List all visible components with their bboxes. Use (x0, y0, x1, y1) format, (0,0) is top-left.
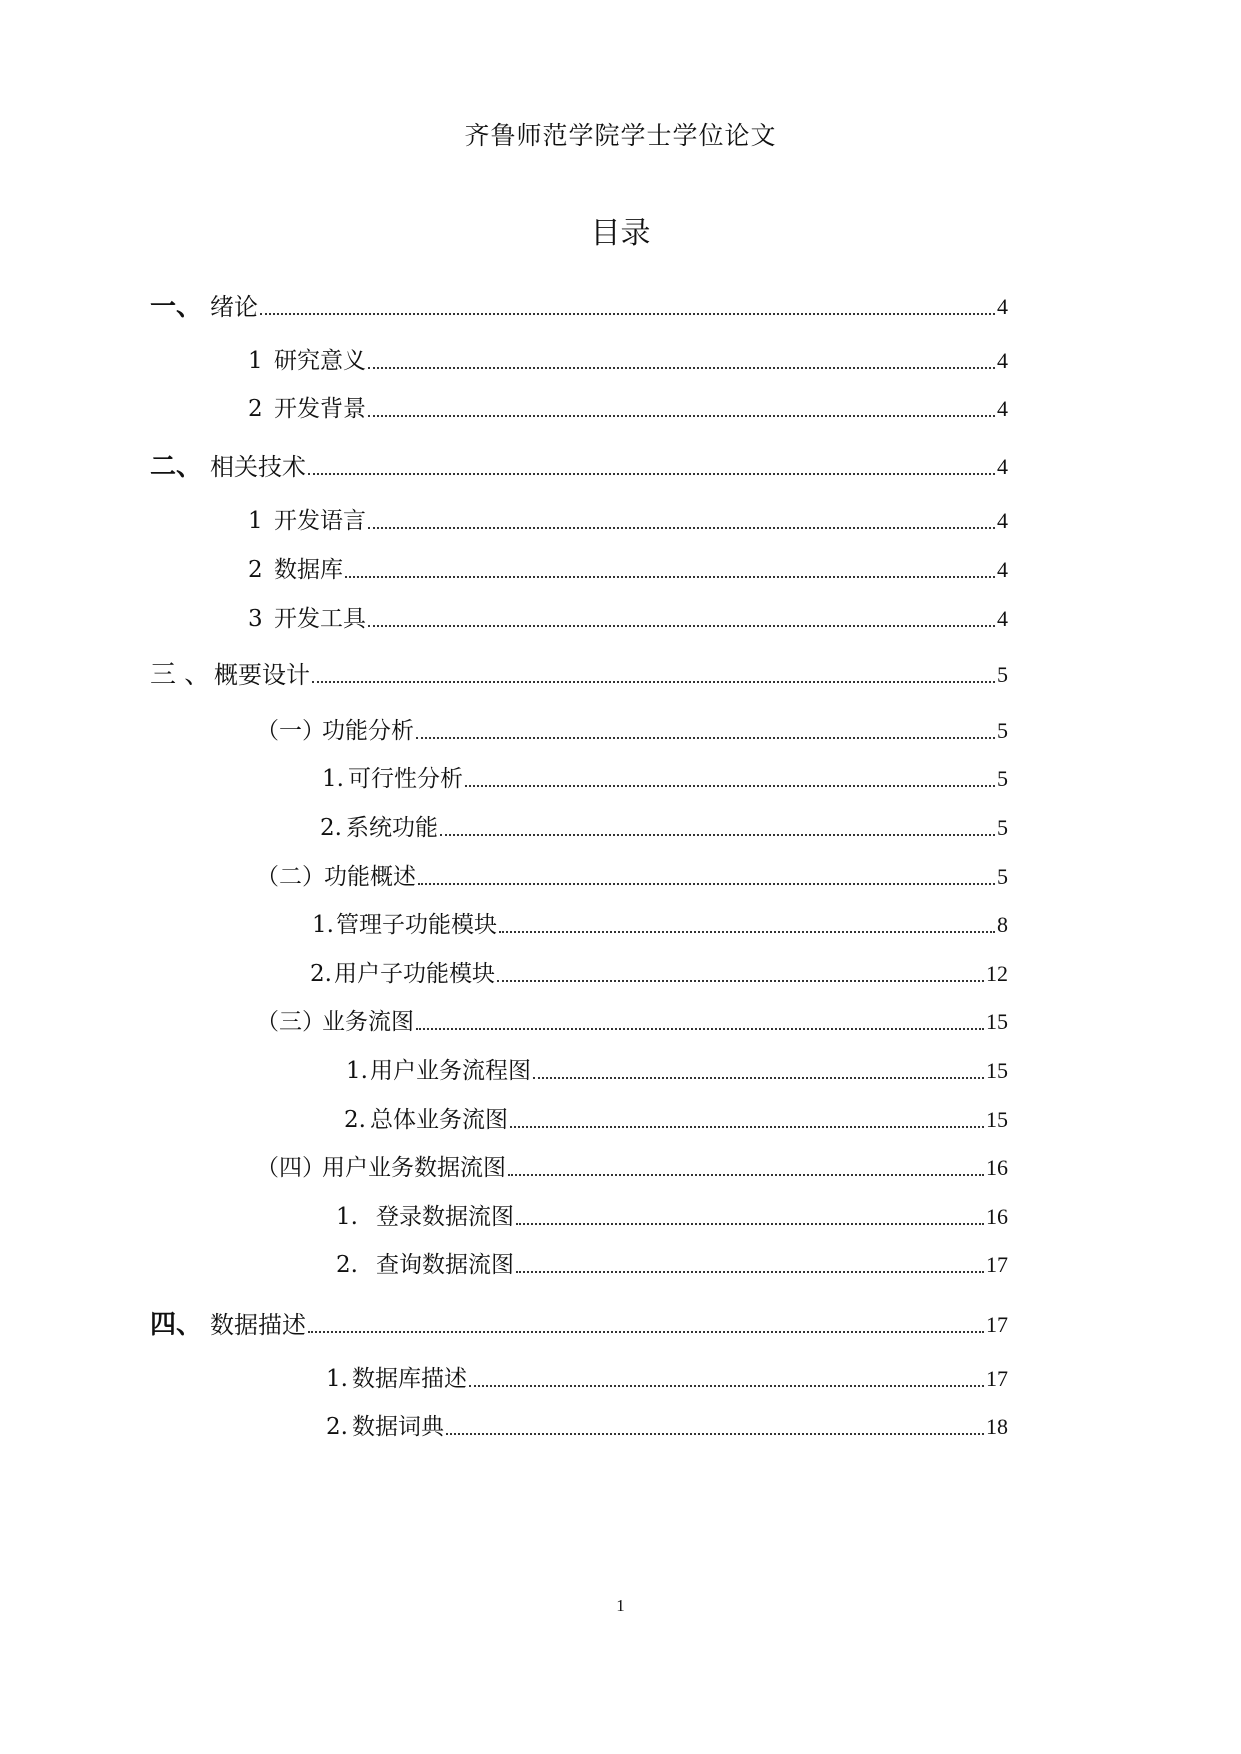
toc-leader-dots (533, 1077, 984, 1079)
toc-leader-dots (308, 1331, 984, 1333)
toc-entry-number: 2. (320, 815, 342, 841)
toc-entry-page: 16 (986, 1204, 1008, 1229)
toc-entry-3-1-2[interactable] (320, 809, 1008, 843)
toc-entry-page: 4 (997, 454, 1008, 479)
toc-leader-dots (516, 1223, 984, 1225)
toc-entry-1[interactable] (150, 288, 1008, 322)
toc-entry-number: （三） (256, 1009, 325, 1035)
toc-entry-3-2[interactable] (256, 858, 1008, 892)
toc-entry-page: 4 (997, 294, 1008, 319)
toc-entry-number: （二） (256, 864, 325, 890)
toc-entry-page: 18 (986, 1414, 1008, 1439)
toc-leader-dots (260, 313, 995, 315)
toc-entry-number: 四、 (150, 1310, 203, 1340)
toc-entry-page: 15 (986, 1009, 1008, 1034)
toc-entry-page: 5 (997, 864, 1008, 889)
toc-entry-text: 数据描述 (210, 1311, 306, 1339)
toc-entry-page: 15 (986, 1107, 1008, 1132)
toc-entry-number: 三 、 (150, 660, 211, 690)
toc-entry-text: 功能概述 (324, 864, 416, 890)
toc-entry-text: 用户子功能模块 (334, 961, 495, 987)
toc-entry-4-1[interactable] (326, 1360, 1008, 1394)
toc-entry-number: 2. (336, 1252, 358, 1278)
toc-entry-text: 概要设计 (214, 661, 310, 689)
toc-entry-3-4[interactable] (256, 1149, 1008, 1183)
toc-entry-text: 总体业务流图 (370, 1107, 508, 1133)
toc-leader-dots (465, 785, 995, 787)
toc-leader-dots (469, 1385, 984, 1387)
toc-entry-3-2-1[interactable] (312, 906, 1008, 940)
toc-entry-number: 2. (344, 1107, 366, 1133)
toc-entry-2[interactable] (150, 448, 1008, 482)
toc-entry-text: 用户业务数据流图 (322, 1155, 506, 1181)
toc-entry-page: 15 (986, 1058, 1008, 1083)
toc-entry-number: 1. (336, 1204, 358, 1230)
toc-entry-text: 开发背景 (274, 396, 366, 422)
toc-entry-page: 4 (997, 348, 1008, 373)
toc-entry-4[interactable] (150, 1306, 1008, 1340)
toc-entry-2-2[interactable] (248, 551, 1008, 585)
toc-entry-page: 17 (986, 1312, 1008, 1337)
toc-entry-number: 1. (346, 1058, 368, 1084)
toc-entry-number: 3 (248, 606, 263, 632)
toc-entry-text: 数据库描述 (352, 1366, 467, 1392)
toc-entry-number: 2. (310, 961, 332, 987)
toc-entry-4-2[interactable] (326, 1408, 1008, 1442)
toc-entry-number: 1. (312, 912, 334, 938)
toc-entry-number: 2 (248, 557, 263, 583)
toc-leader-dots (510, 1126, 984, 1128)
toc-entry-text: 开发工具 (274, 606, 366, 632)
toc-entry-1-1[interactable] (248, 342, 1008, 376)
toc-entry-number: 二、 (150, 452, 203, 482)
toc-entry-3-1-1[interactable] (322, 760, 1008, 794)
toc-title: 目录 (590, 216, 651, 251)
toc-entry-number: 2 (248, 396, 263, 422)
toc-entry-text: 数据库 (274, 557, 343, 583)
toc-entry-text: 用户业务流程图 (370, 1058, 531, 1084)
toc-leader-dots (368, 367, 995, 369)
toc-leader-dots (312, 681, 995, 683)
toc-leader-dots (308, 473, 995, 475)
toc-entry-3-4-1[interactable] (336, 1198, 1008, 1232)
toc-entry-text: 相关技术 (210, 453, 306, 481)
toc-entry-number: 1 (248, 508, 263, 534)
page-number: 1 (616, 1596, 625, 1615)
toc-entry-text: 可行性分析 (348, 766, 463, 792)
toc-entry-text: 功能分析 (322, 718, 414, 744)
toc-entry-number: （一） (256, 718, 325, 744)
toc-entry-number: 1. (322, 766, 344, 792)
toc-entry-3-4-2[interactable] (336, 1246, 1008, 1280)
toc-entry-page: 4 (997, 396, 1008, 421)
toc-leader-dots (497, 980, 984, 982)
toc-entry-1-2[interactable] (248, 390, 1008, 424)
toc-entry-text: 查询数据流图 (376, 1252, 514, 1278)
toc-entry-page: 4 (997, 606, 1008, 631)
toc-entry-3-3[interactable] (256, 1003, 1008, 1037)
toc-entry-2-3[interactable] (248, 600, 1008, 634)
toc-entry-page: 12 (986, 961, 1008, 986)
toc-entry-page: 8 (997, 912, 1008, 937)
toc-leader-dots (418, 883, 995, 885)
toc-leader-dots (446, 1433, 984, 1435)
toc-entry-page: 5 (997, 815, 1008, 840)
running-header: 齐鲁师范学院学士学位论文 (464, 121, 777, 150)
toc-entry-page: 5 (997, 662, 1008, 687)
toc-entry-text: 研究意义 (274, 348, 366, 374)
toc-entry-page: 5 (997, 766, 1008, 791)
toc-entry-text: 登录数据流图 (376, 1204, 514, 1230)
toc-entry-page: 17 (986, 1252, 1008, 1277)
toc-entry-text: 管理子功能模块 (336, 912, 497, 938)
toc-entry-text: 绪论 (210, 293, 258, 321)
toc-entry-3-3-1[interactable] (346, 1052, 1008, 1086)
toc-leader-dots (508, 1174, 984, 1176)
toc-entry-number: 1. (326, 1366, 348, 1392)
toc-entry-text: 数据词典 (352, 1414, 444, 1440)
toc-entry-text: 业务流图 (322, 1009, 414, 1035)
toc-entry-text: 开发语言 (274, 508, 366, 534)
toc-entry-3-3-2[interactable] (344, 1101, 1008, 1135)
toc-entry-3-2-2[interactable] (310, 955, 1008, 989)
toc-entry-page: 4 (997, 508, 1008, 533)
toc-entry-number: 1 (248, 348, 263, 374)
toc-entry-2-1[interactable] (248, 502, 1008, 536)
toc-entry-page: 17 (986, 1366, 1008, 1391)
toc-leader-dots (416, 1028, 984, 1030)
toc-entry-number: （四） (256, 1155, 325, 1181)
toc-entry-number: 一、 (150, 292, 203, 322)
toc-entry-3[interactable] (150, 656, 1008, 690)
toc-entry-page: 4 (997, 557, 1008, 582)
toc-entry-3-1[interactable] (256, 712, 1008, 746)
toc-entry-number: 2. (326, 1414, 348, 1440)
toc-leader-dots (368, 527, 995, 529)
toc-entry-page: 5 (997, 718, 1008, 743)
toc-leader-dots (368, 625, 995, 627)
toc-leader-dots (368, 415, 995, 417)
toc-entry-page: 16 (986, 1155, 1008, 1180)
toc-leader-dots (416, 737, 995, 739)
toc-leader-dots (440, 834, 995, 836)
toc-leader-dots (499, 931, 995, 933)
toc-entry-text: 系统功能 (346, 815, 438, 841)
toc-leader-dots (516, 1271, 984, 1273)
toc-leader-dots (345, 576, 995, 578)
